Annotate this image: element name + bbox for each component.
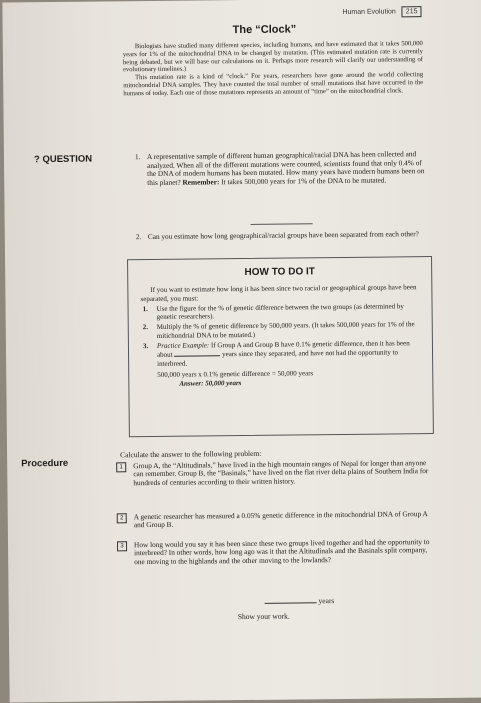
item-3-checkbox[interactable]: 3 [117,541,127,551]
step-3-text-b: years since they separated, and have not had the opportunity to interbreed. [157,348,399,368]
example-answer: Answer: 50,000 years [179,379,242,388]
step-1-number: 1. [142,304,148,313]
question-2 [135,229,423,242]
question-2-number: 2. [135,232,142,242]
procedure-item-1 [119,459,435,488]
step-2-number: 2. [142,323,149,332]
procedure-label: Procedure [21,457,69,470]
step-3-text-a: If Group A and Group B have 0.1% genetic difference, then it has been about [157,339,410,360]
show-work-text: Show your work. [237,611,290,622]
step-2-text: Multiply the % of genetic difference by 500,000 years. (It takes 500,000 years for 1% of the mitichondrial DNA to be mutated.) [156,320,415,340]
how-to-step-2 [142,320,417,340]
procedure-item-3 [120,538,436,567]
intro-text [123,40,424,98]
textbook-page [2,0,481,702]
fill-in-blank[interactable] [174,350,220,357]
step-3-number: 3. [142,342,149,351]
calc-intro: Calculate the answer to the following problem: [120,448,262,460]
item-2-checkbox[interactable]: 2 [117,513,127,523]
question-2-text: Can you estimate how long geographical/racial groups have been separated from each other? [147,229,419,242]
how-to-intro: If you want to estimate how long it has been since two racial or geographical groups have been separated, you must: [140,283,417,303]
intro-paragraph-2: This mutation rate is a kind of “clock.” For years, researchers have gone around the world collecting mitochondrial DNA samples. They have counted the total number of small mutations that have occurred in the humans of today. Each one of those mutations represents an amount of “time” on the mitochondrial clock. [123,71,424,98]
section-title: Human Evolution [342,8,396,16]
years-answer [265,596,335,606]
question-label: ? QUESTION [33,153,93,166]
item-2-text: A genetic researcher has measured a 0.05% genetic difference in the mitochondrial DNA of Group A and Group B. [133,509,428,530]
item-3-text: How long would you say it has been since these two groups lived together and had the opportunity to interbreed? In other words, how long ago was it that the Altitudinals and the Basinals split company, one moving to the highlands and the other moving to the lowlands? [133,537,430,566]
practice-example-label: Practice Example: [156,341,210,351]
years-blank[interactable] [265,596,317,604]
intro-paragraph-1: Biologists have studied many different species, including humans, and have estimated that it takes 500,000 years for 1% of the mitochondrial DNA to be changed by mutation. (This estimated mutation rate is currently being debated, but we will base our calculations on it. Perhaps more research will clarify our understanding of evolutionary timelines.) [122,40,424,74]
remember-label: Remember: [182,177,220,187]
formula: 500,000 years x 0.1% genetic difference = 50,000 years [157,369,314,379]
page-header [342,6,421,18]
how-to-step-3 [142,339,417,368]
item-1-text: Group A, the “Altitudinals,” have lived in the high mountain ranges of Nepal for longer than anyone can remember. Group B, the “Basinals,” have lived on the flat river delta plains of Southern India for hundreds of centuries according to their written history. [133,458,429,488]
answer-line [251,223,313,225]
page-number: 215 [402,6,422,17]
page-title: The “Clock” [232,23,297,37]
item-1-checkbox[interactable]: 1 [116,462,126,472]
how-to-box [127,256,434,437]
how-to-title: HOW TO DO IT [244,266,315,279]
question-1 [134,149,427,187]
step-1-text: Use the figure for the % of genetic difference between the two groups (as determined by genetic researchers). [156,302,404,322]
question-1-text: A representative sample of different human geographical/racial DNA has been collected and analyzed. When all of the different mutations were counted, scientists found that only 0.4% of the DNA of modern humans has been mutated. How many years have modern humans been on this planet? [146,149,425,187]
question-1-number: 1. [134,152,141,162]
years-label: years [318,596,335,606]
procedure-item-2 [120,510,436,530]
remember-text: It takes 500,000 years for 1% of the DNA to be mutated. [221,175,387,187]
how-to-step-1 [142,302,417,322]
